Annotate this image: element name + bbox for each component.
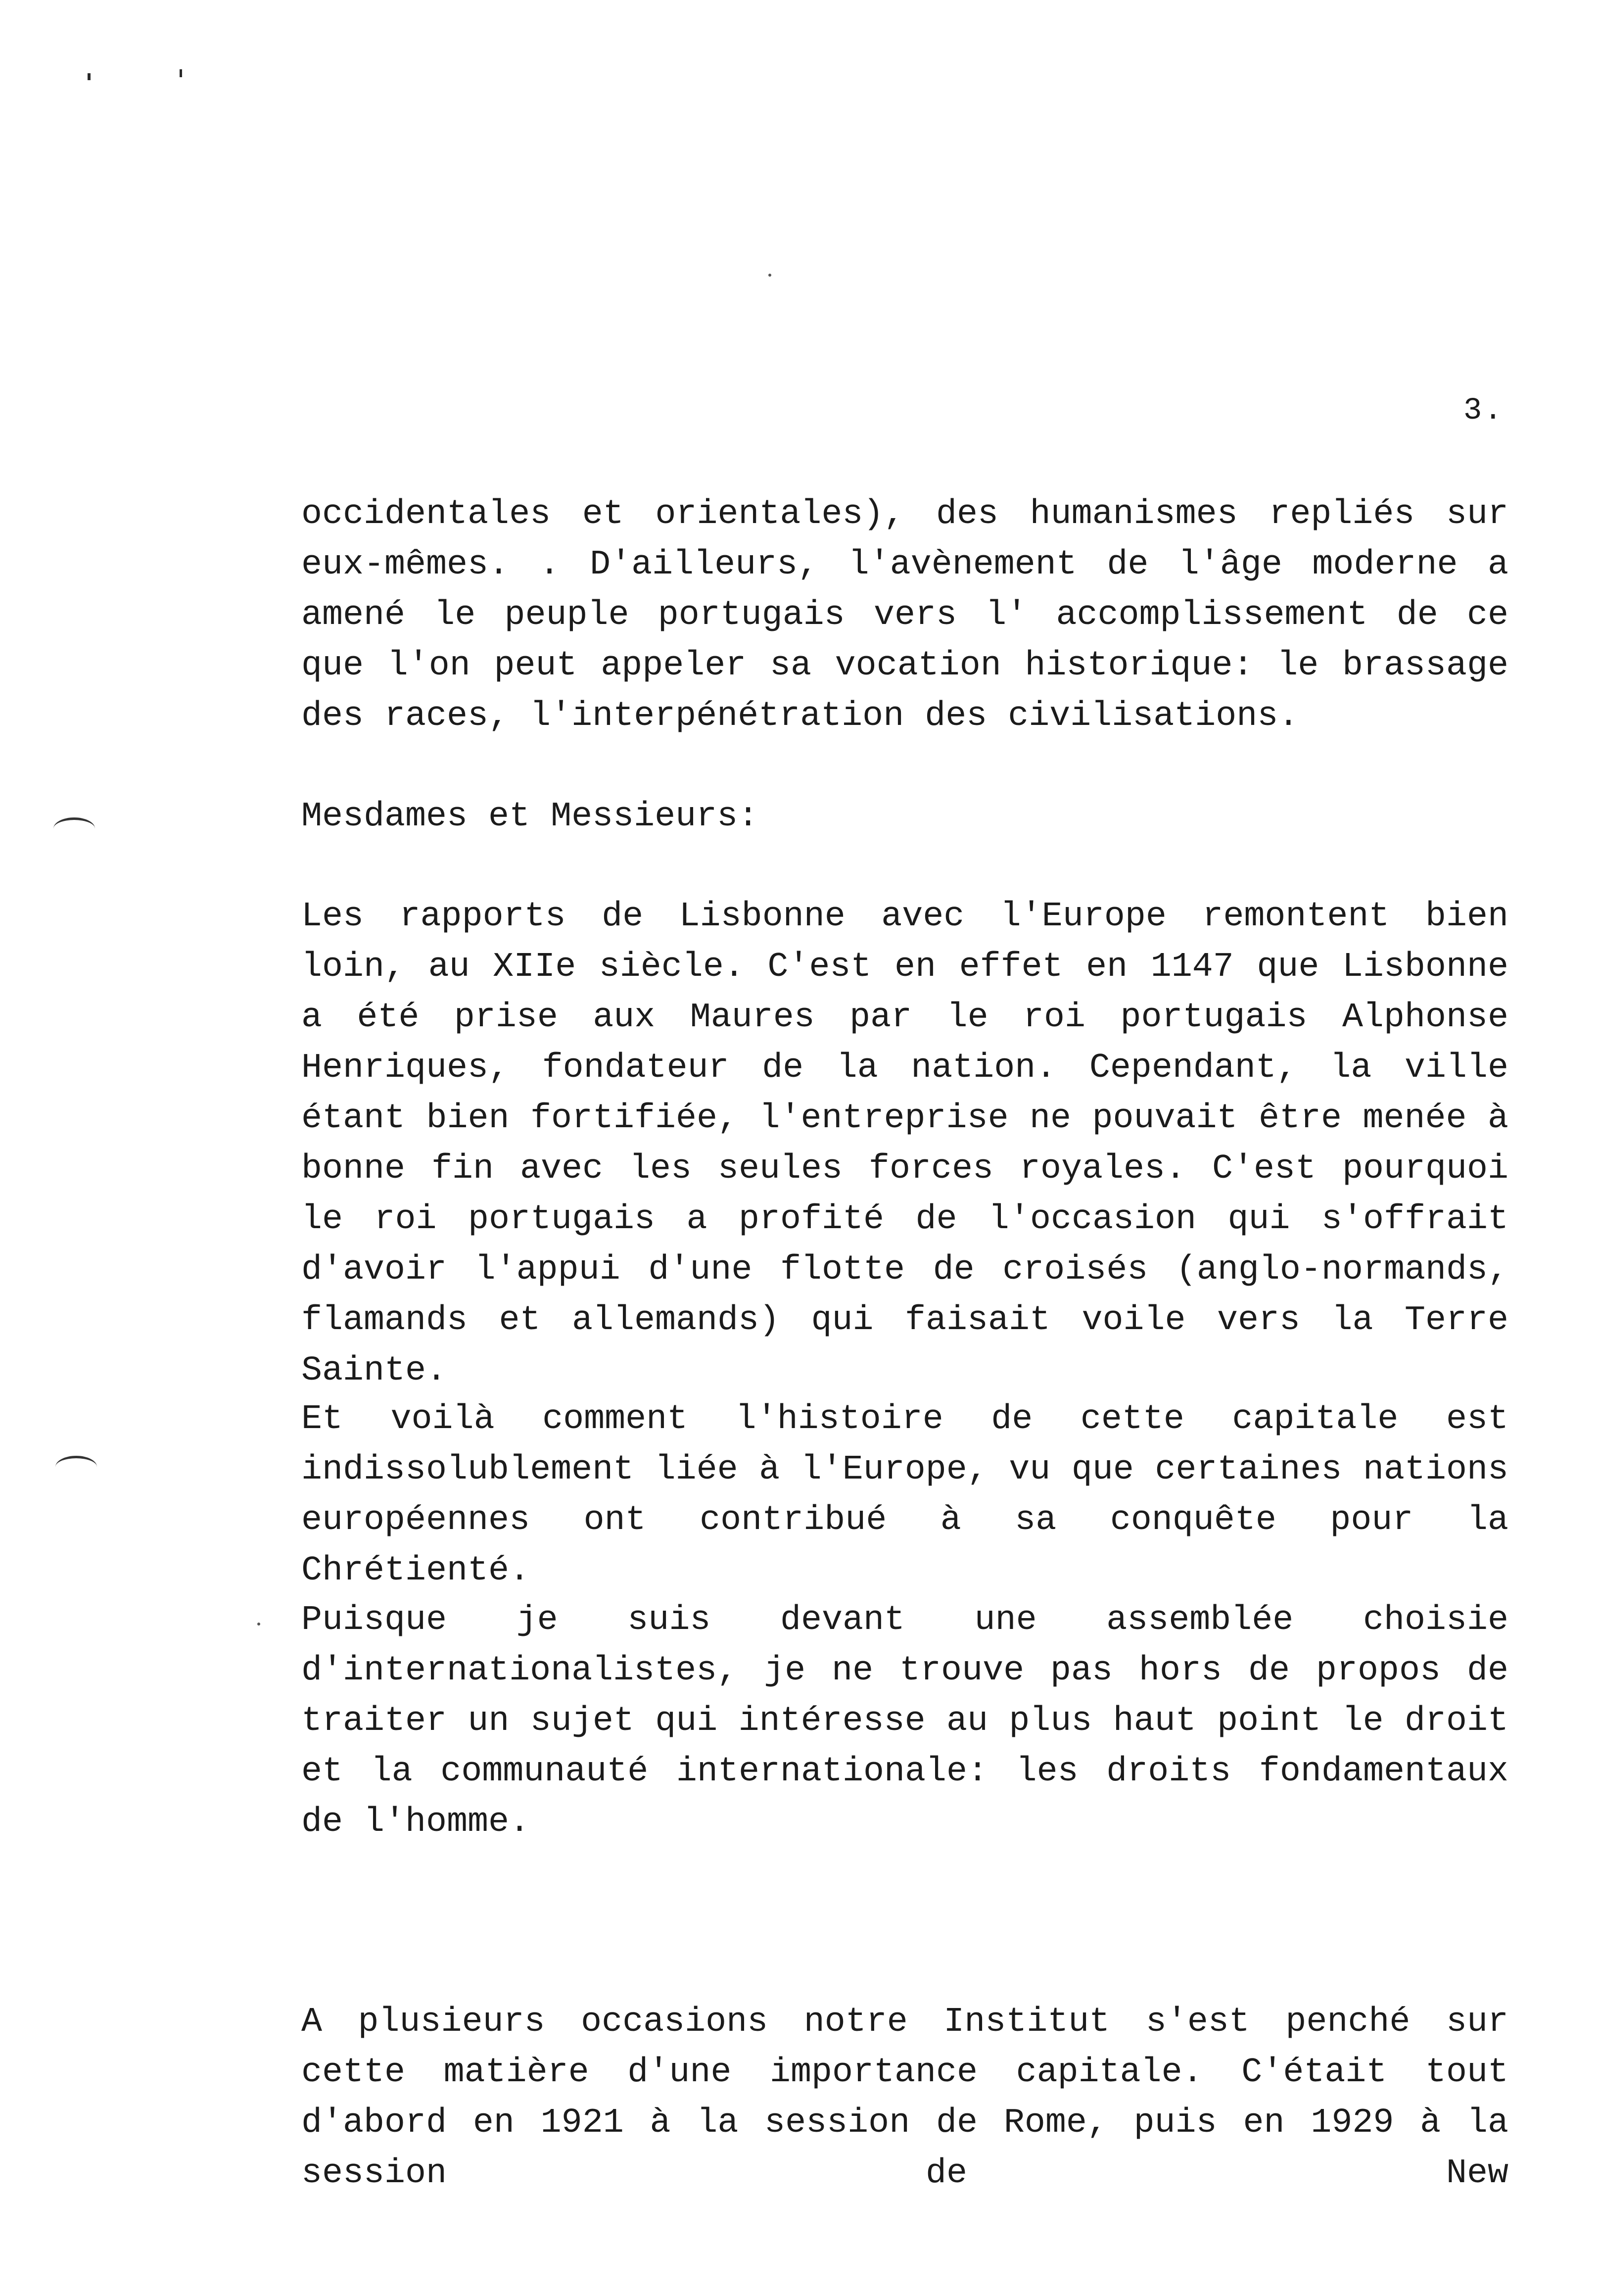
paragraph-continuation: occidentales et orientales), des humanismes repliés sur eux-mêmes. . D'ailleurs, l'avènement de l'âge moderne a amené le peuple portugais vers l' accomplissement de ce que l'on peut appeler sa vocation historique: le brassage des races, l'interpénétration des civilisations. [301, 495, 1508, 736]
scan-speck [257, 1623, 260, 1626]
scan-speck [768, 274, 771, 277]
punch-hole-mark [55, 1456, 97, 1478]
paragraph-capital-europe: Et voilà comment l'histoire de cette capitale est indissolublement liée à l'Europe, vu que certaines nations européennes ont contribué à sa conquête pour la Chrétienté. [301, 1400, 1508, 1590]
paragraph-lisbon-history: Les rapports de Lisbonne avec l'Europe remontent bien loin, au XIIe siècle. C'est en effet en 1147 que Lisbonne a été prise aux Maures par le roi portugais Alphonse Henriques, fondateur de la nation. Cependant, la ville étant bien fortifiée, l'entreprise ne pouvait être menée à bonne fin avec les seules forces royales. C'est pourquoi le roi portugais a profité de l'occasion qui s'offrait d'avoir l'appui d'une flotte de croisés (anglo-normands, flamands et allemands) qui faisait voile vers la Terre Sainte. [301, 897, 1508, 1390]
paragraph-institut-sessions: A plusieurs occasions notre Institut s'est penché sur cette matière d'une importance capitale. C'était tout d'abord en 1921 à la session de Rome, puis en 1929 à la session de New [301, 2003, 1508, 2193]
scan-mark [180, 69, 182, 77]
salutation: Mesdames et Messieurs: [301, 797, 759, 836]
scan-mark [88, 73, 91, 80]
paragraph-human-rights-topic: Puisque je suis devant une assemblée choisie d'internationalistes, je ne trouve pas hors de propos de traiter un sujet qui intéresse au plus haut point le droit et la communauté internationale: les droits fondamentaux de l'homme. [301, 1601, 1508, 1842]
punch-hole-mark [53, 817, 95, 840]
page-number: 3. [1463, 393, 1505, 428]
